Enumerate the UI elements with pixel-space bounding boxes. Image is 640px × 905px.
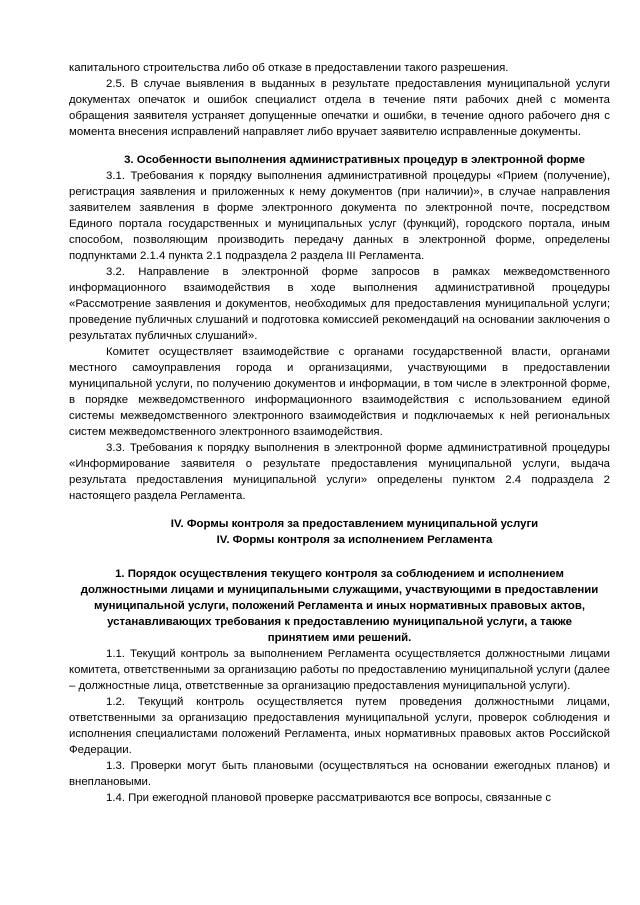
section-3-heading: 3. Особенности выполнения административных процедур в электронной форме	[124, 154, 585, 166]
subsection-1-heading: 1. Порядок осуществления текущего контроля за соблюдением и исполнением должностными лицами и муниципальными служащими, участвующими в предоставлении муниципальной услуги, положений Регламента и иных нормативных правовых актов, устанавливающих требования к предоставлению муниципальной услуги, а также принятием ими решений.	[80, 568, 599, 644]
paragraph-3-3: 3.3. Требования к порядку выполнения в электронной форме административной процедуры «Информирование заявителя о результате предоставления муниципальной услуги, выдача результата предоставления муниципальной услуги» определены пунктом 2.4 подраздела 2 настоящего раздела Регламента.	[69, 442, 610, 502]
spacer	[69, 548, 610, 566]
section-4-heading-b: IV. Формы контроля за исполнением Регламента	[216, 534, 493, 546]
section-4-heading-a: IV. Формы контроля за предоставлением муниципальной услуги	[170, 518, 539, 530]
paragraph-1-1: 1.1. Текущий контроль за выполнением Регламента осуществляется должностными лицами комитета, ответственными за организацию работы по предоставлению муниципальной услуги (далее – должностные лица, ответственные за организацию предоставления муниципальной услуги).	[69, 648, 610, 692]
document-body	[69, 60, 610, 806]
paragraph-1-4: 1.4. При ежегодной плановой проверке рассматриваются все вопросы, связанные с	[106, 792, 552, 804]
paragraph-2-5: 2.5. В случае выявления в выданных в результате предоставления муниципальной услуги документах опечаток и ошибок специалист отдела в течение пяти рабочих дней с момента обращения заявителя устраняет допущенные опечатки и ошибки, в течение одного рабочего дня с момента внесения исправлений направляет либо вручает заявителю исправленные документы.	[69, 78, 610, 138]
paragraph-committee: Комитет осуществляет взаимодействие с органами государственной власти, органами местного самоуправления города и организациями, участвующими в предоставлении муниципальной услуги, по получению документов и информации, в том числе в электронной форме, в порядке межведомственного информационного взаимодействия с использованием единой системы межведомственного электронного взаимодействия и подключаемых к ней региональных систем межведомственного электронного взаимодействия.	[69, 346, 610, 438]
paragraph-continuation: капитального строительства либо об отказе в предоставлении такого разрешения.	[69, 62, 509, 74]
paragraph-3-2: 3.2. Направление в электронной форме запросов в рамках межведомственного информационного взаимодействия в ходе выполнения административной процедуры «Рассмотрение заявления и документов, необходимых для предоставления муниципальной услуги; проведение публичных слушаний и подготовка комиссией рекомендаций на основании заключения о результатах публичных слушаний».	[69, 266, 610, 342]
spacer	[69, 140, 610, 152]
paragraph-3-1: 3.1. Требования к порядку выполнения административной процедуры «Прием (получение), регистрация заявления и приложенных к нему документов (при наличии)», в случае направления заявителем заявления в форме электронного документа по электронной почте, посредством Единого портала государственных и муниципальных услуг (функций), городского портала, иным способом, позволяющим производить передачу данных в электронной форме, определены подпунктами 2.1.4 пункта 2.1 подраздела 2 раздела III Регламента.	[69, 170, 610, 262]
spacer	[69, 504, 610, 516]
paragraph-1-3: 1.3. Проверки могут быть плановыми (осуществляться на основании ежегодных планов) и внеплановыми.	[69, 760, 610, 788]
paragraph-1-2: 1.2. Текущий контроль осуществляется путем проведения должностными лицами, ответственными за организацию предоставления муниципальной услуги, проверок соблюдения и исполнения специалистами положений Регламента, иных нормативных правовых актов Российской Федерации.	[69, 696, 610, 756]
